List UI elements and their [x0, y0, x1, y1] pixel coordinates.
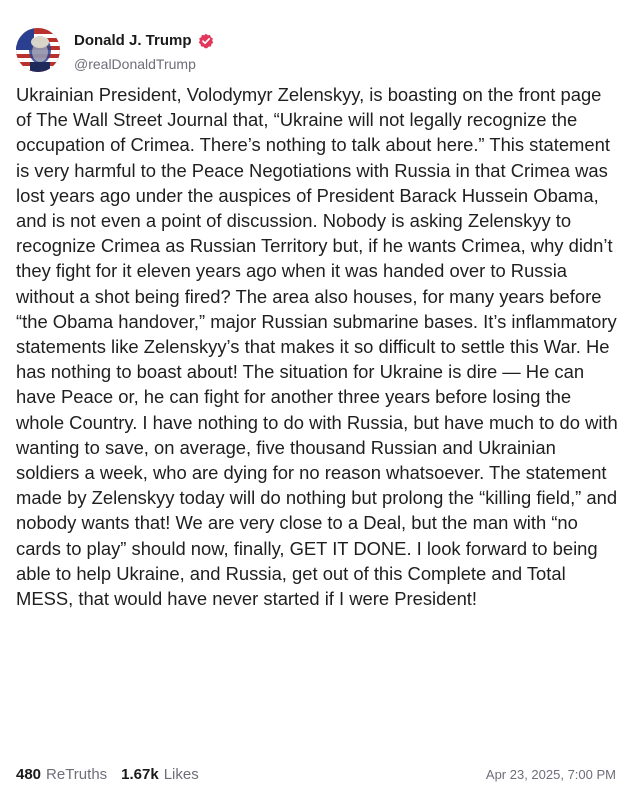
likes-count: 1.67k	[121, 765, 159, 783]
retruths-count: 480	[16, 765, 42, 783]
likes-stat[interactable]	[121, 766, 199, 783]
author-handle[interactable]: @realDonaldTrump	[74, 56, 196, 72]
author-name-row	[74, 32, 214, 49]
author-display-name[interactable]: Donald J. Trump	[74, 32, 192, 49]
retruths-label: ReTruths	[46, 765, 108, 783]
post-text: Ukrainian President, Volodymyr Zelenskyy, is boasting on the front page of The Wall Street Journal that, “Ukraine will not legally recognize the occupation of Crimea. There’s nothing to talk about here.” This statement is very harmful to the Peace Negotiations with Russia in that Crimea was lost years ago under the auspices of President Barack Hussein Obama, and is not even a point of discussion. Nobody is asking Zelenskyy to recognize Crimea as Russian Territory but, if he wants Crimea, why didn’t they fight for it eleven years ago when it was handed over to Russia without a shot being fired? The area also houses, for many years before “the Obama handover,” major Russian submarine bases. It’s inflammatory statements like Zelenskyy’s that makes it so difficult to settle this War. He has nothing to boast about! The situation for Ukraine is dire — He can have Peace or, he can fight for another three years before losing the whole Country. I have nothing to do with Russia, but have much to do with wanting to save, on average, five thousand Russian and Ukrainian soldiers a week, who are dying for no reason whatsoever. The statement made by Zelenskyy today will do nothing but prolong the “killing field,” and nobody wants that! We are very close to a Deal, but the man with “no cards to play” should now, finally, GET IT DONE. I look forward to being able to help Ukraine, and Russia, get out of this Complete and Total MESS, that would have never started if I were President!	[16, 84, 618, 610]
verified-badge-icon	[198, 33, 214, 49]
avatar-portrait-flag-icon	[16, 28, 60, 72]
post-footer	[16, 762, 616, 786]
post-timestamp[interactable]: Apr 23, 2025, 7:00 PM	[485, 766, 616, 782]
avatar[interactable]	[16, 28, 60, 72]
retruths-stat[interactable]	[16, 766, 107, 783]
likes-label: Likes	[163, 765, 199, 783]
